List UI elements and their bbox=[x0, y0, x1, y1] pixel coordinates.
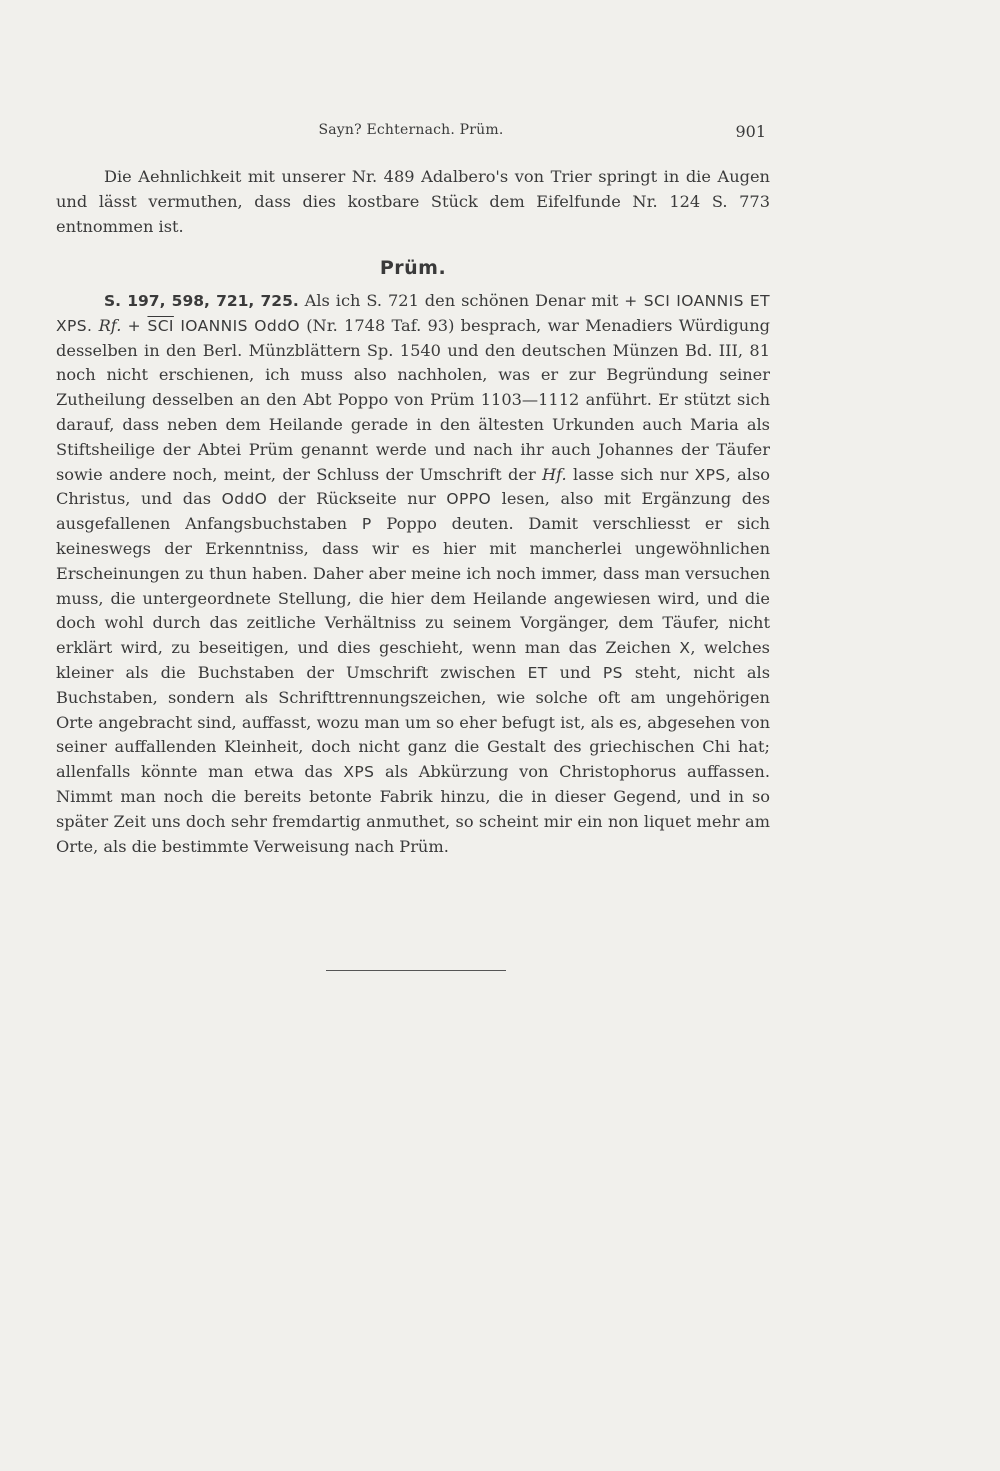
text-run: , also Christus, und das bbox=[56, 464, 770, 509]
text-run: und bbox=[547, 662, 603, 682]
paragraph-intro: Die Aehnlichkeit mit unserer Nr. 489 Adalbero's von Trier springt in die Augen und lässt vermuthen, dass dies kostbare Stück dem Eifelfunde Nr. 124 S. 773 entnommen ist. bbox=[56, 167, 770, 236]
paragraph-pruem bbox=[56, 289, 770, 859]
running-head bbox=[56, 122, 766, 142]
text-run: der Rückseite nur bbox=[267, 489, 447, 509]
page-number: 901 bbox=[735, 122, 766, 141]
legend-xps: XPS bbox=[694, 465, 726, 484]
legend-p: P bbox=[361, 515, 372, 534]
coin-legend-obverse: + SCI IOANNIS ET XPS. bbox=[56, 292, 770, 335]
coin-legend-cross: + bbox=[127, 316, 148, 335]
reverse-abbreviation: Rf. bbox=[98, 315, 122, 335]
legend-xps: XPS bbox=[343, 763, 375, 782]
text-run: (Nr. 1748 Taf. 93) besprach, war Menadiers Würdigung desselben in den Berl. Münzblättern Sp. 1540 und den deutschen Münzen Bd. III, 81 noch nicht erschienen, ich muss also nachholen, was er zur Begründung seiner Zutheilung desselben an den Abt Poppo von Prüm 1103—1112 anführt. Er stützt sich darauf, dass neben dem Heilande gerade in den ältesten Urkunden auch Maria als Stiftsheilige der Abtei Prüm genannt werde und nach ihr auch Johannes der Täufer sowie andere noch, meint, der Schluss der Umschrift der bbox=[56, 315, 770, 484]
section-heading: Prüm. bbox=[379, 257, 447, 279]
text-run: lasse sich nur bbox=[566, 464, 695, 484]
page-references: S. 197, 598, 721, 725. bbox=[104, 292, 299, 310]
legend-x: X bbox=[679, 639, 691, 658]
legend-et: ET bbox=[527, 663, 548, 682]
coin-legend-reverse: IOANNIS OddO bbox=[173, 316, 300, 335]
text-run: lesen, also mit Ergänzung des ausgefallenen Anfangsbuchstaben bbox=[56, 489, 770, 534]
text-run: , welches kleiner als die Buchstaben der Umschrift zwischen bbox=[56, 638, 770, 682]
text-run: Poppo deuten. Damit verschliesst er sich keineswegs der Erkenntniss, dass wir es hier mit mancherlei ungewöhnlichen Erscheinungen zu thun haben. Daher aber meine ich noch immer, dass man versuchen muss, die untergeordnete Stellung, die hier dem Heilande angewiesen wird, und die doch wohl durch das zeitliche Verhältniss zu seinem Vorgänger, dem Täufer, nicht erklärt wird, zu beseitigen, und dies geschieht, wenn man das Zeichen bbox=[56, 514, 770, 658]
legend-oddo: OddO bbox=[221, 490, 268, 509]
text-run: Als ich S. 721 den schönen Denar mit bbox=[298, 291, 625, 310]
legend-ps: PS bbox=[602, 663, 623, 682]
text-run: steht, nicht als Buchstaben, sondern als Schrifttrennungszeichen, wie solche oft am ungehörigen Orte angebracht sind, auffasst, wozu man um so eher befugt ist, als es, abgesehen von seiner auffallenden Kleinheit, doch nicht ganz die Gestalt des griechischen Chi hat; allenfalls könnte man etwa das bbox=[56, 662, 770, 782]
obverse-abbreviation: Hf. bbox=[542, 464, 567, 484]
text-run: als Abkürzung von Christophorus auffassen. Nimmt man noch die bereits betonte Fabrik hinzu, die in dieser Gegend, und in so später Zeit uns doch sehr fremdartig anmuthet, so scheint mir ein non liquet mehr am Orte, als die bestimmte Verweisung nach Prüm. bbox=[56, 762, 770, 856]
section-divider bbox=[326, 970, 506, 971]
running-title: Sayn? Echternach. Prüm. bbox=[318, 122, 504, 138]
coin-legend-sci-abbrev: $\overline{SCI}$ bbox=[147, 316, 174, 335]
legend-oppo: OPPO bbox=[446, 490, 492, 509]
